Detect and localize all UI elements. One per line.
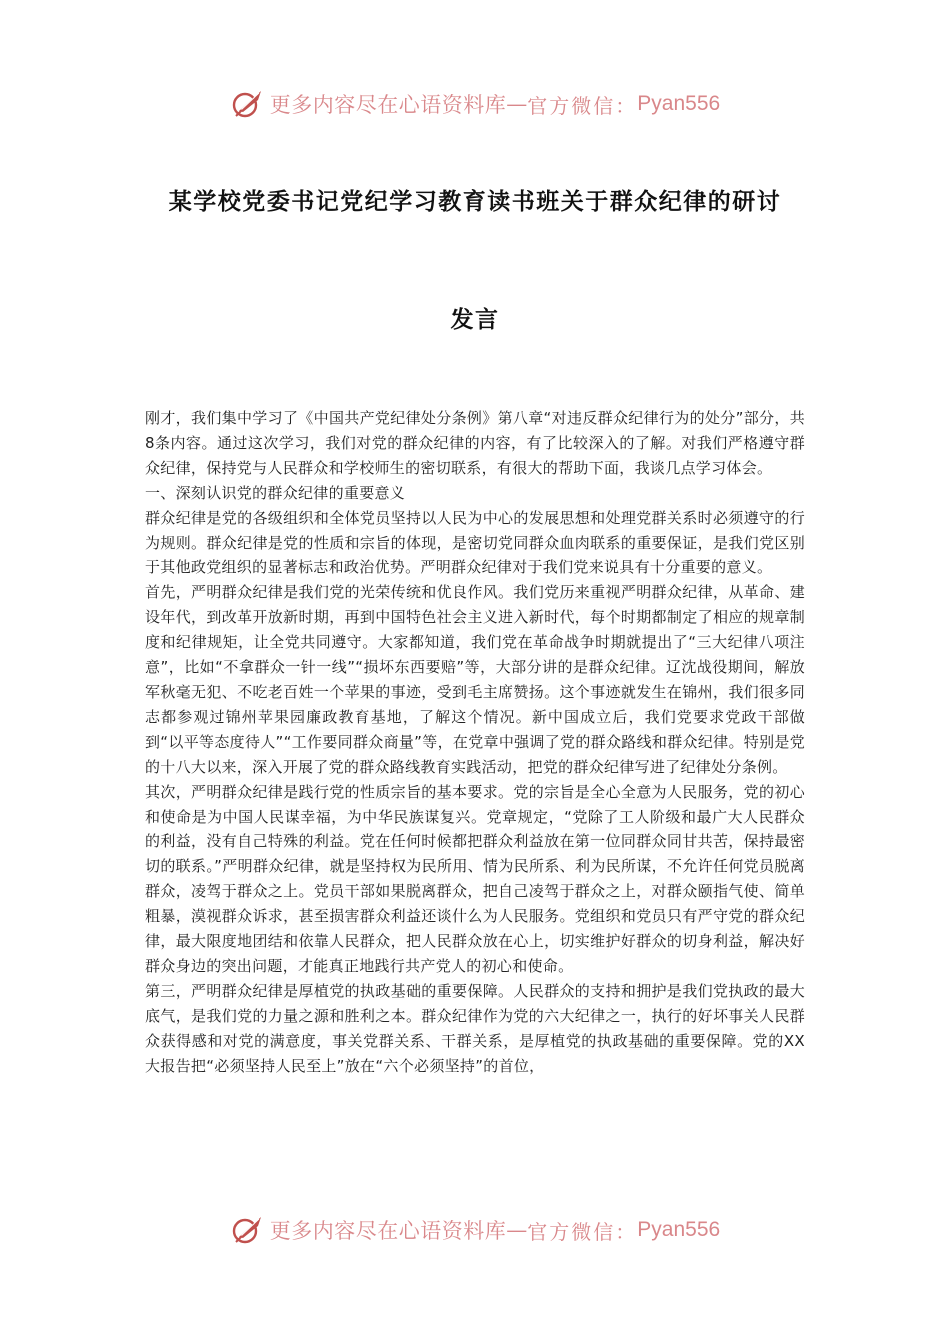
- watermark-wechat-label: 官方微信：: [527, 93, 638, 118]
- document-body: [145, 406, 805, 1078]
- paragraph-definition: 群众纪律是党的各级组织和全体党员坚持以人民为中心的发展思想和处理党群关系时必须遵守的行为规则。群众纪律是党的性质和宗旨的体现，是密切党同群众血肉联系的重要保证，是我们党区别于其他政党组织的显著标志和政治优势。严明群众纪律对于我们党来说具有十分重要的意义。: [145, 508, 805, 577]
- watermark-wechat-id: Pyan556: [637, 92, 721, 115]
- paragraph-intro: 刚才，我们集中学习了《中国共产党纪律处分条例》第八章“对违反群众纪律行为的处分”部分，共8条内容。通过这次学习，我们对党的群众纪律的内容，有了比较深入的了解。对我们严格遵守群众纪律，保持党与人民群众和学校师生的密切联系，有很大的帮助下面，我谈几点学习体会。: [145, 409, 805, 477]
- paragraph-third-point: 第三，严明群众纪律是厚植党的执政基础的重要保障。人民群众的支持和拥护是我们党执政的最大底气，是我们党的力量之源和胜利之本。群众纪律作为党的六大纪律之一，执行的好坏事关人民群众获得感和对党的满意度，事关党群关系、干群关系，是厚植党的执政基础的重要保障。党的XX大报告把“必须坚持人民至上”放在“六个必须坚持”的首位，: [145, 981, 805, 1075]
- watermark-wechat-label: 官方微信：: [527, 1219, 638, 1244]
- paragraph-second-point: 其次，严明群众纪律是践行党的性质宗旨的基本要求。党的宗旨是全心全意为人民服务，党的初心和使命是为中国人民谋幸福，为中华民族谋复兴。党章规定，“党除了工人阶级和最广大人民群众的利益，没有自己特殊的利益。党在任何时候都把群众利益放在第一位同群众同甘共苦，保持最密切的联系。”严明群众纪律，就是坚持权为民所用、情为民所系、利为民所谋，不允许任何党员脱离群众，凌驾于群众之上。党员干部如果脱离群众，把自己凌驾于群众之上，对群众颐指气使、简单粗暴，漠视群众诉求，甚至损害群众利益还谈什么为人民服务。党组织和党员只有严守党的群众纪律，最大限度地团结和依靠人民群众，把人民群众放在心上，切实维护好群众的切身利益，解决好群众身边的突出问题，才能真正地践行共产党人的初心和使命。: [145, 782, 805, 975]
- document-title-line2: 发言: [450, 306, 500, 333]
- watermark-wechat-id: Pyan556: [637, 1218, 721, 1241]
- quill-pen-seal-icon: [230, 86, 266, 122]
- header-watermark-banner: [0, 82, 950, 126]
- paragraph-first-point: 首先，严明群众纪律是我们党的光荣传统和优良作风。我们党历来重视严明群众纪律，从革命、建设年代，到改革开放新时期，再到中国特色社会主义进入新时代，每个时期都制定了相应的规章制度和纪律规矩，让全党共同遵守。大家都知道，我们党在革命战争时期就提出了“三大纪律八项注意”，比如“不拿群众一针一线”“损坏东西要赔”等，大部分讲的是群众纪律。辽沈战役期间，解放军秋毫无犯、不吃老百姓一个苹果的事迹，受到毛主席赞扬。这个事迹就发生在锦州，我们很多同志都参观过锦州苹果园廉政教育基地，了解这个情况。新中国成立后，我们党要求党政干部做到“以平等态度待人”“工作要同群众商量”等，在党章中强调了党的群众路线和群众纪律。特别是党的十八大以来，深入开展了党的群众路线教育实践活动，把党的群众纪律写进了纪律处分条例。: [145, 583, 805, 776]
- watermark-separator: —: [506, 92, 528, 116]
- watermark-site-text: 更多内容尽在心语资料库: [269, 1219, 507, 1243]
- section-heading: 一、深刻认识党的群众纪律的重要意义: [145, 483, 406, 502]
- footer-watermark-banner: [0, 1208, 950, 1252]
- watermark-separator: —: [506, 1218, 528, 1242]
- quill-pen-seal-icon: [230, 1212, 266, 1248]
- watermark-site-text: 更多内容尽在心语资料库: [269, 93, 507, 117]
- document-title-line1: 某学校党委书记党纪学习教育读书班关于群众纪律的研讨: [168, 188, 782, 215]
